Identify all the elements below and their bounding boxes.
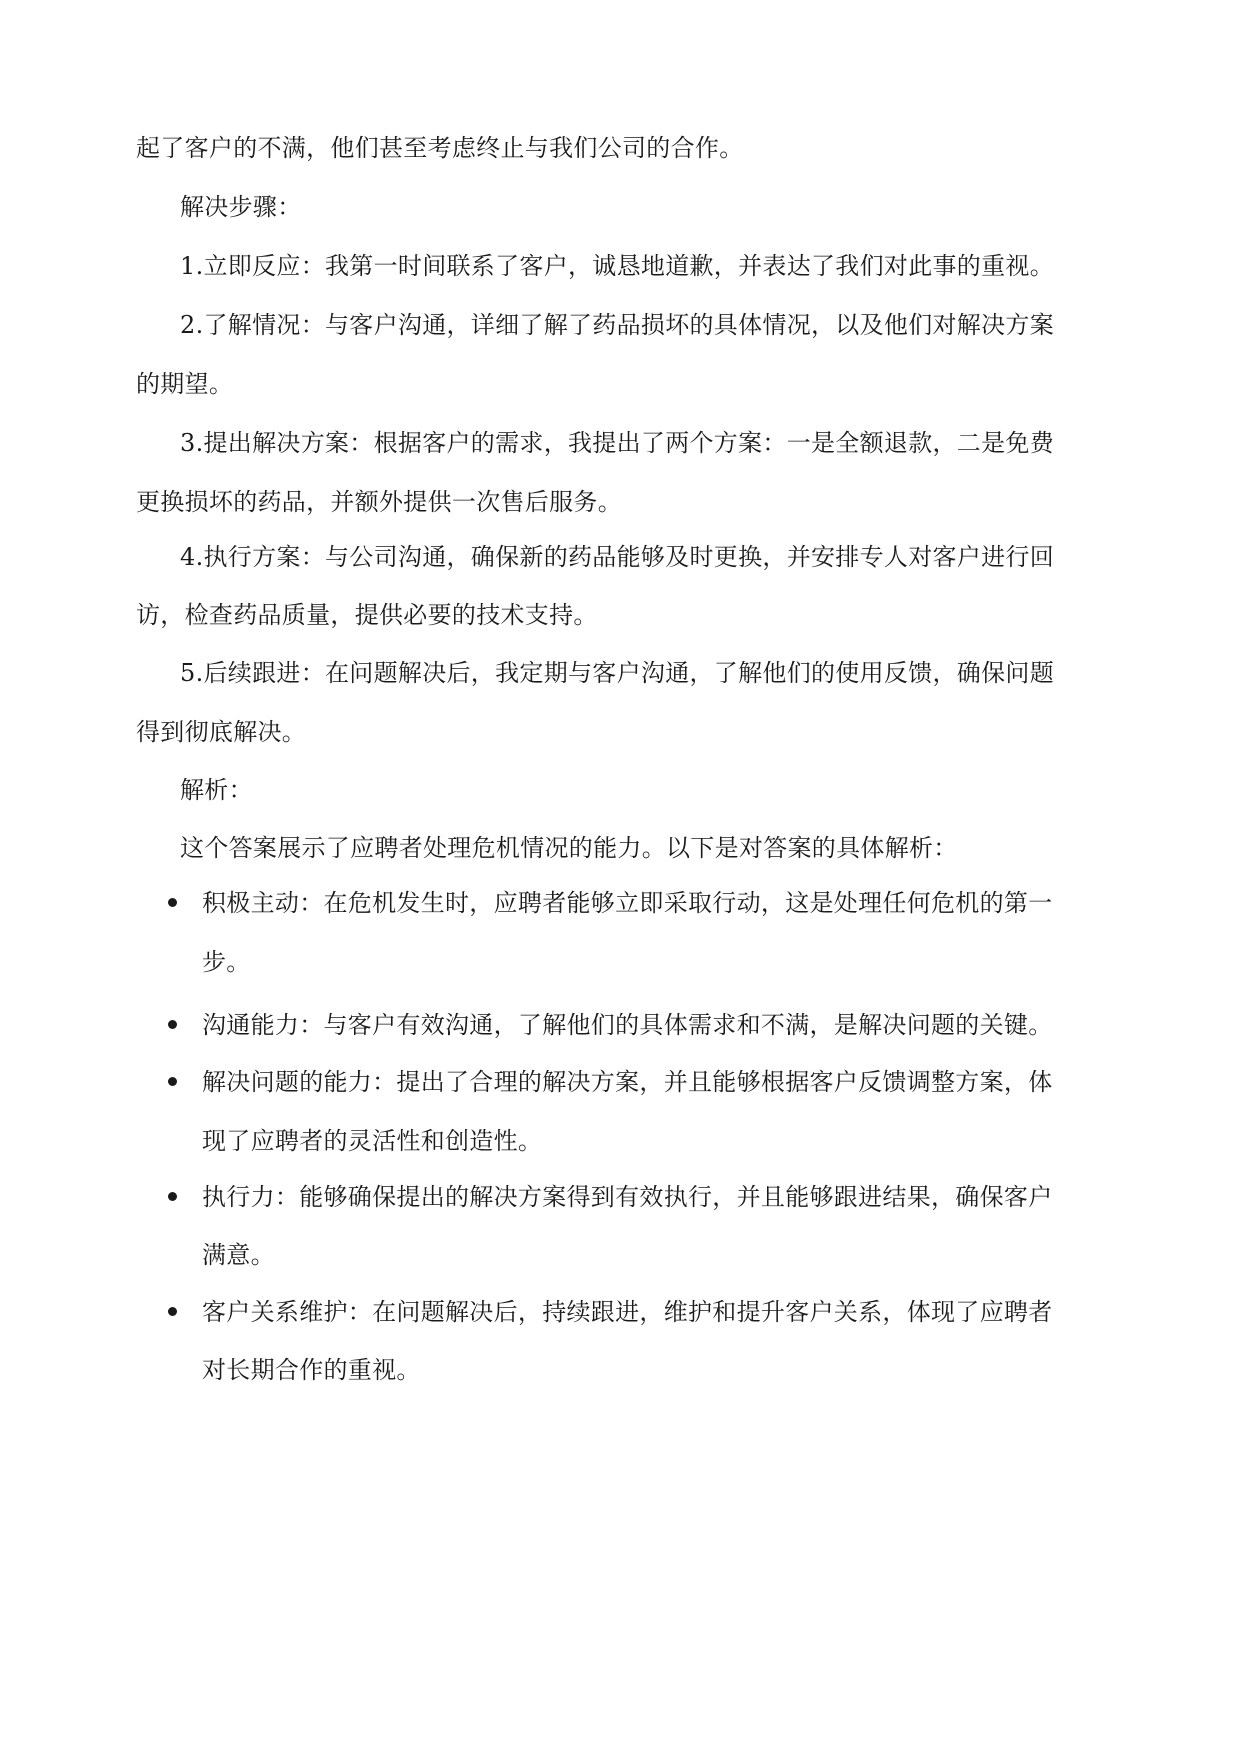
section-heading-steps: 解决步骤： bbox=[180, 193, 302, 221]
bullet-item-1: 积极主动：在危机发生时，应聘者能够立即采取行动，这是处理任何危机的第一 bbox=[202, 889, 1053, 917]
bullet-icon bbox=[168, 1077, 177, 1086]
bullet-icon bbox=[168, 1020, 177, 1029]
bullet-item-3-continued: 现了应聘者的灵活性和创造性。 bbox=[202, 1127, 543, 1155]
step-5-continued: 得到彻底解决。 bbox=[136, 718, 307, 746]
step-4: 4.执行方案：与公司沟通，确保新的药品能够及时更换，并安排专人对客户进行回 bbox=[180, 543, 1054, 571]
bullet-item-2: 沟通能力：与客户有效沟通，了解他们的具体需求和不满，是解决问题的关键。 bbox=[202, 1011, 1053, 1039]
step-2: 2.了解情况：与客户沟通，详细了解了药品损坏的具体情况，以及他们对解决方案 bbox=[180, 311, 1054, 339]
bullet-item-3: 解决问题的能力：提出了合理的解决方案，并且能够根据客户反馈调整方案，体 bbox=[202, 1068, 1053, 1096]
step-5: 5.后续跟进：在问题解决后，我定期与客户沟通，了解他们的使用反馈，确保问题 bbox=[180, 659, 1054, 687]
bullet-item-5-continued: 对长期合作的重视。 bbox=[202, 1356, 421, 1384]
step-2-continued: 的期望。 bbox=[136, 370, 234, 398]
analysis-intro: 这个答案展示了应聘者处理危机情况的能力。以下是对答案的具体解析： bbox=[180, 834, 958, 862]
step-4-continued: 访，检查药品质量，提供必要的技术支持。 bbox=[136, 601, 598, 629]
bullet-icon bbox=[168, 1307, 177, 1316]
bullet-item-4-continued: 满意。 bbox=[202, 1241, 275, 1269]
step-3: 3.提出解决方案：根据客户的需求，我提出了两个方案：一是全额退款，二是免费 bbox=[180, 429, 1054, 457]
bullet-icon bbox=[168, 898, 177, 907]
section-heading-analysis: 解析： bbox=[180, 776, 253, 804]
step-3-continued: 更换损坏的药品，并额外提供一次售后服务。 bbox=[136, 488, 622, 516]
bullet-item-4: 执行力：能够确保提出的解决方案得到有效执行，并且能够跟进结果，确保客户 bbox=[202, 1183, 1053, 1211]
bullet-item-1-continued: 步。 bbox=[202, 948, 251, 976]
step-1: 1.立即反应：我第一时间联系了客户，诚恳地道歉，并表达了我们对此事的重视。 bbox=[180, 252, 1054, 280]
bullet-icon bbox=[168, 1192, 177, 1201]
paragraph-line: 起了客户的不满，他们甚至考虑终止与我们公司的合作。 bbox=[136, 134, 744, 162]
bullet-item-5: 客户关系维护：在问题解决后，持续跟进，维护和提升客户关系，体现了应聘者 bbox=[202, 1298, 1053, 1326]
